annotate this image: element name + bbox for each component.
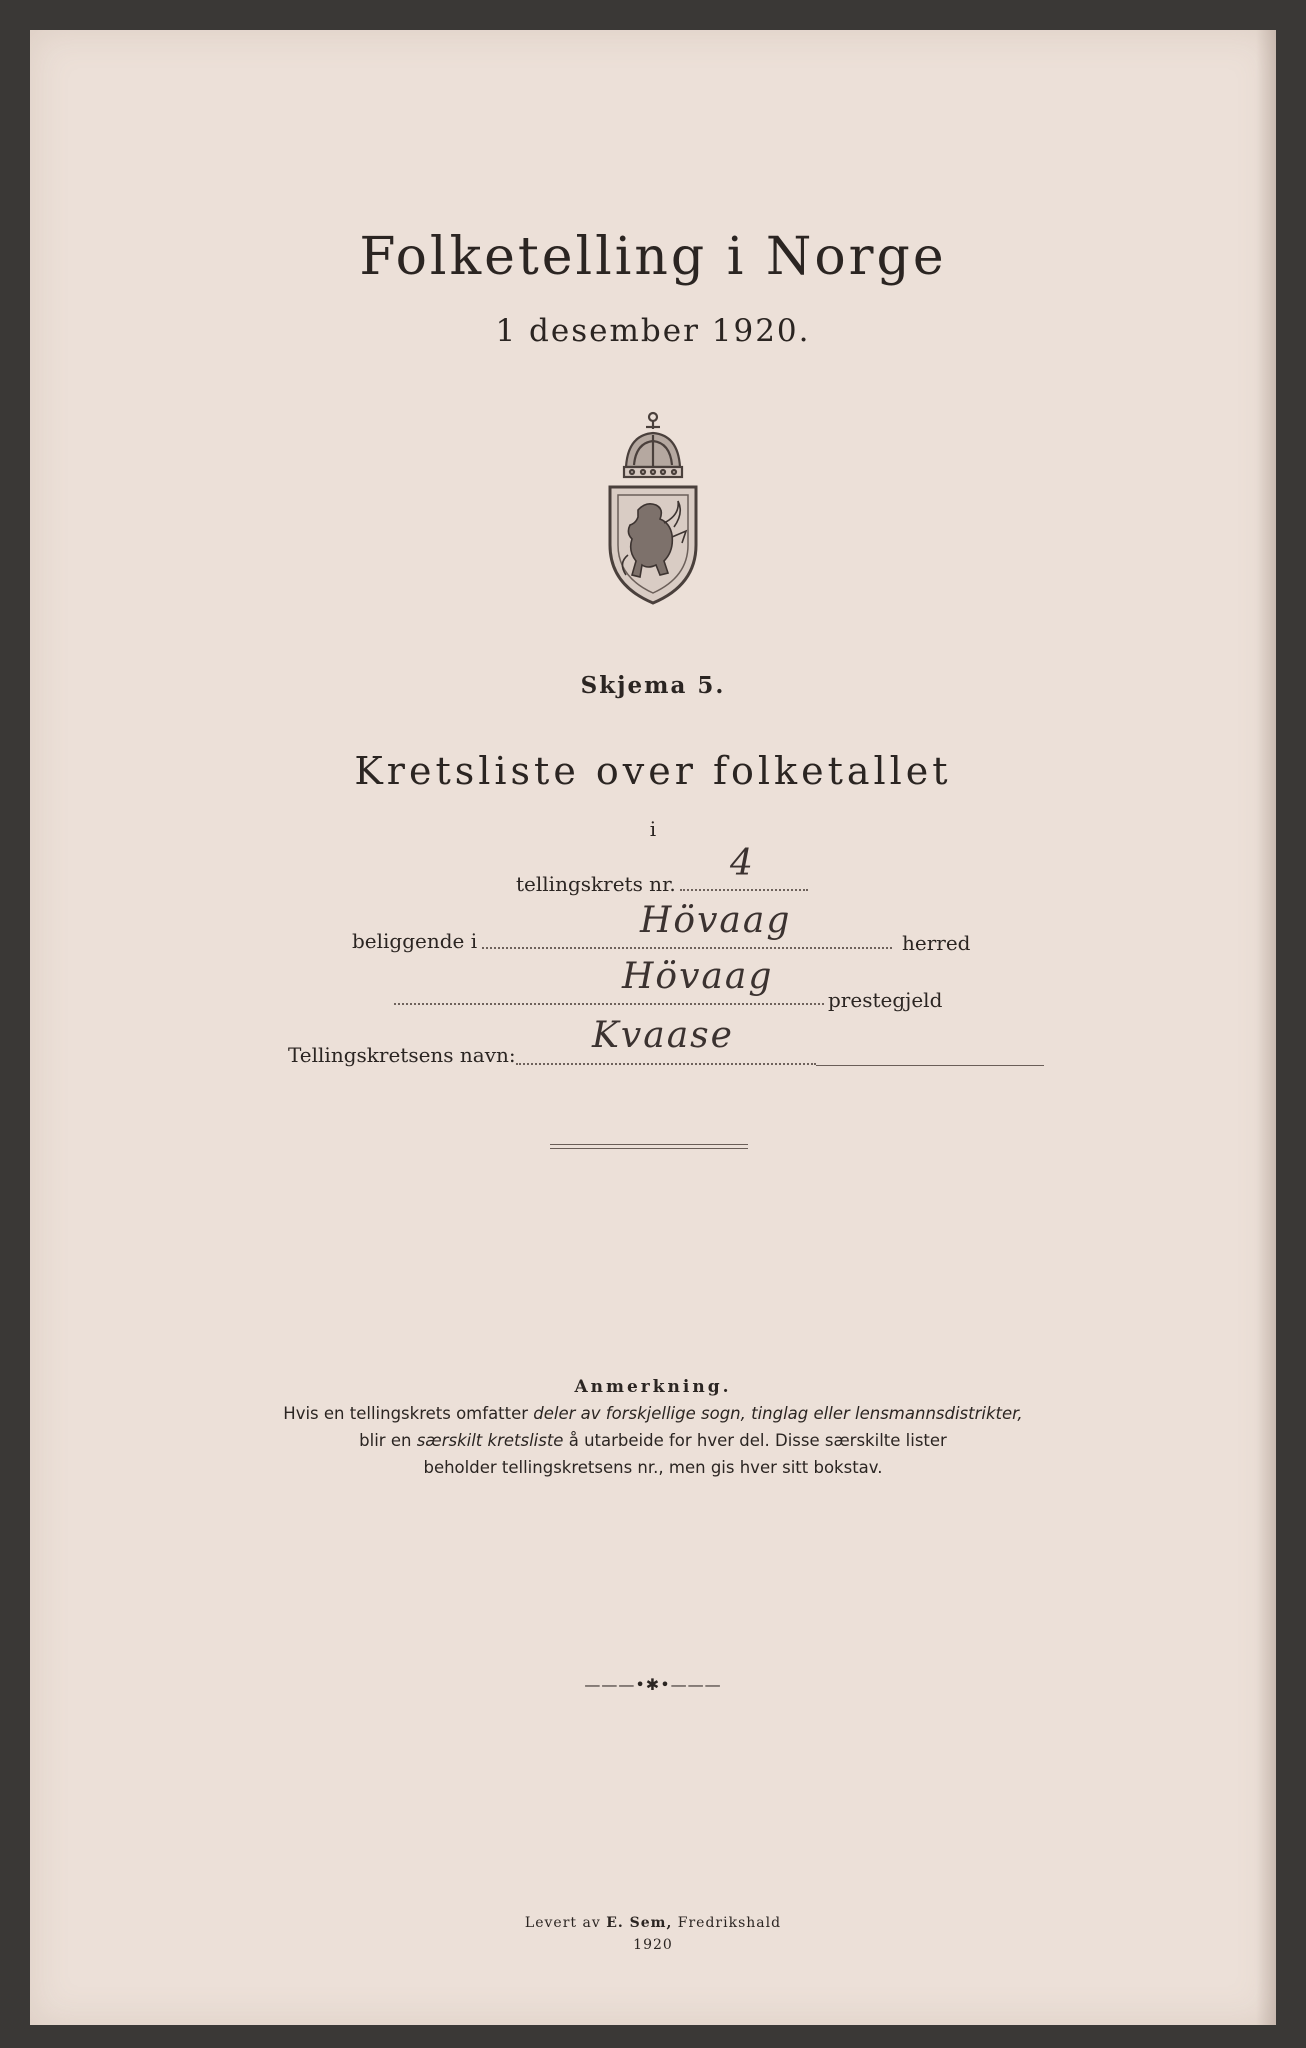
note-line-3: beholder tellingskretsens nr., men gis hver sitt bokstav. (423, 1458, 883, 1477)
preposition-text: i (649, 817, 657, 841)
parish-value: Hövaag (622, 956, 774, 997)
note-line-2-text-a: blir en (359, 1431, 417, 1450)
section-divider-top (550, 1144, 748, 1145)
note-line-2-text-b: å utarbeide for hver del. Disse særskilte lister (563, 1431, 947, 1450)
printer-place: Fredrikshald (672, 1915, 782, 1931)
district-name-line-solid (816, 1065, 1044, 1066)
printer-imprint (30, 1912, 1276, 1956)
herred-label: herred (902, 931, 971, 955)
district-name-value: Kvaase (592, 1015, 734, 1056)
note-body (30, 1400, 1276, 1481)
district-name-line-dotted (516, 1063, 816, 1065)
located-in-label: beliggende i (352, 929, 478, 953)
census-form-page (30, 30, 1276, 2025)
parish-line (394, 1003, 824, 1005)
printer-line (30, 1912, 1276, 1934)
section-divider-bottom (550, 1148, 748, 1149)
note-line-1 (30, 1400, 1276, 1427)
district-name-label: Tellingskretsens navn: (288, 1043, 516, 1067)
document-title: Folketelling i Norge (359, 227, 947, 287)
form-heading: Kretsliste over folketallet (354, 749, 952, 793)
note-line-2-emphasis: særskilt kretsliste (416, 1431, 564, 1450)
district-number-label: tellingskrets nr. (516, 872, 676, 896)
parish-label: prestegjeld (828, 988, 943, 1012)
located-in-value: Hövaag (640, 900, 792, 941)
located-in-line (482, 947, 892, 949)
norwegian-coat-of-arms-icon (598, 405, 708, 605)
schema-number: Skjema 5. (580, 672, 726, 699)
printer-prefix: Levert av (524, 1915, 607, 1931)
district-number-line (680, 889, 808, 891)
district-number-value: 4 (730, 843, 755, 884)
printer-year: 1920 (633, 1937, 673, 1953)
note-line-2 (30, 1427, 1276, 1454)
note-title: Anmerkning. (574, 1377, 732, 1397)
ornament-divider: ———•✱•——— (584, 1675, 722, 1694)
note-line-1-emphasis: deler av forskjellige sogn, tinglag eller lensmannsdistrikter, (533, 1404, 1023, 1423)
note-line-1-text: Hvis en tellingskrets omfatter (283, 1404, 534, 1423)
printer-name: E. Sem, (606, 1915, 673, 1931)
document-date: 1 desember 1920. (495, 313, 811, 349)
